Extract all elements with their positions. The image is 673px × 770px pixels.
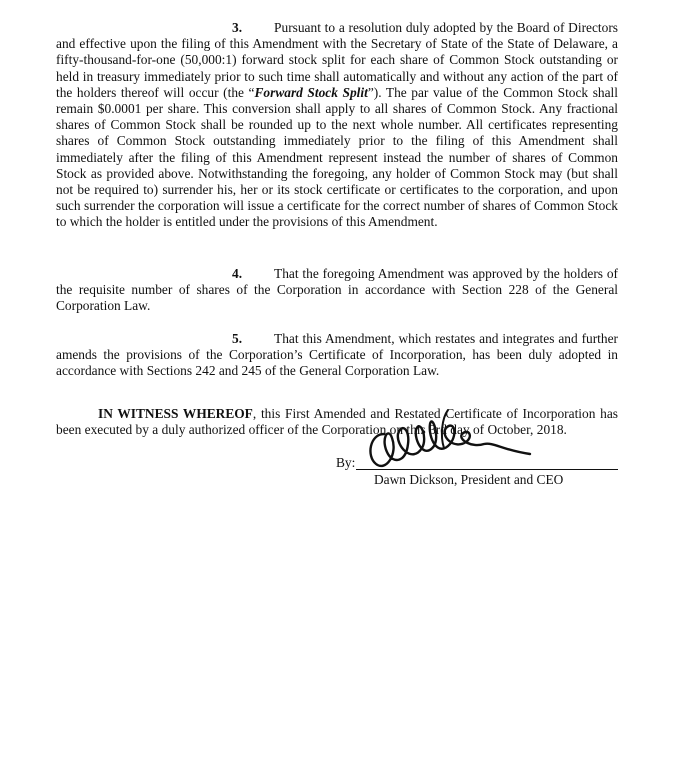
section-5-paragraph: [56, 331, 618, 380]
witness-lead: IN WITNESS WHEREOF: [98, 406, 253, 421]
section-4-text: That the foregoing Amendment was approved by the holders of the requisite number of shares of the Corporation in accordance with Section 228 of the General Corporation Law.: [56, 266, 618, 314]
section-3-number: 3.: [232, 20, 243, 35]
section-5-number: 5.: [232, 331, 243, 346]
section-3-paragraph: [56, 20, 618, 231]
witness-text: , this First Amended and Restated Certificate of Incorporation has been executed by a duly authorized officer of the Corporation on this 3rd day of October, 2018.: [56, 406, 618, 438]
section-5-text: That this Amendment, which restates and integrates and further amends the provisions of the Corporation’s Certificate of Incorporation, has been duly adopted in accordance with Sections 242 and 245 of the General Corporation Law.: [56, 331, 618, 379]
section-4-paragraph: [56, 266, 618, 315]
section-3-text-after: ”). The par value of the Common Stock shall remain $0.0001 per share. This conversion shall apply to all shares of Common Stock. Any fractional shares of Common Stock shall be rounded up to the next whole number. All certificates representing shares of Common Stock outstanding immediately prior to the filing of this Amendment shall immediately after the filing of this Amendment represent instead the number of shares of Common Stock as provided above. Notwithstanding the foregoing, any holder of Common Stock may (but shall not be required to) surrender his, her or its stock certificate or certificates to the corporation, and upon such surrender the corporation will issue a certificate for the correct number of shares of Common Stock to which the holder is entitled under the provisions of this Amendment.: [56, 84, 618, 230]
by-label: By:: [336, 455, 356, 470]
section-3-text-before: Pursuant to a resolution duly adopted by the Board of Directors and effective upon the filing of this Amendment with the Secretary of State of the State of Delaware, a fifty-thousand-for-one (50,000:1) forward stock split for each share of Common Stock outstanding or held in treasury immediately prior to such time shall automatically and without any action of the part of the holders thereof will occur (the “: [56, 20, 618, 100]
section-4-number: 4.: [232, 266, 243, 281]
signer-name-title: Dawn Dickson, President and CEO: [374, 472, 564, 487]
forward-stock-split-term: Forward Stock Split: [254, 84, 368, 100]
handwritten-signature: [362, 404, 542, 474]
